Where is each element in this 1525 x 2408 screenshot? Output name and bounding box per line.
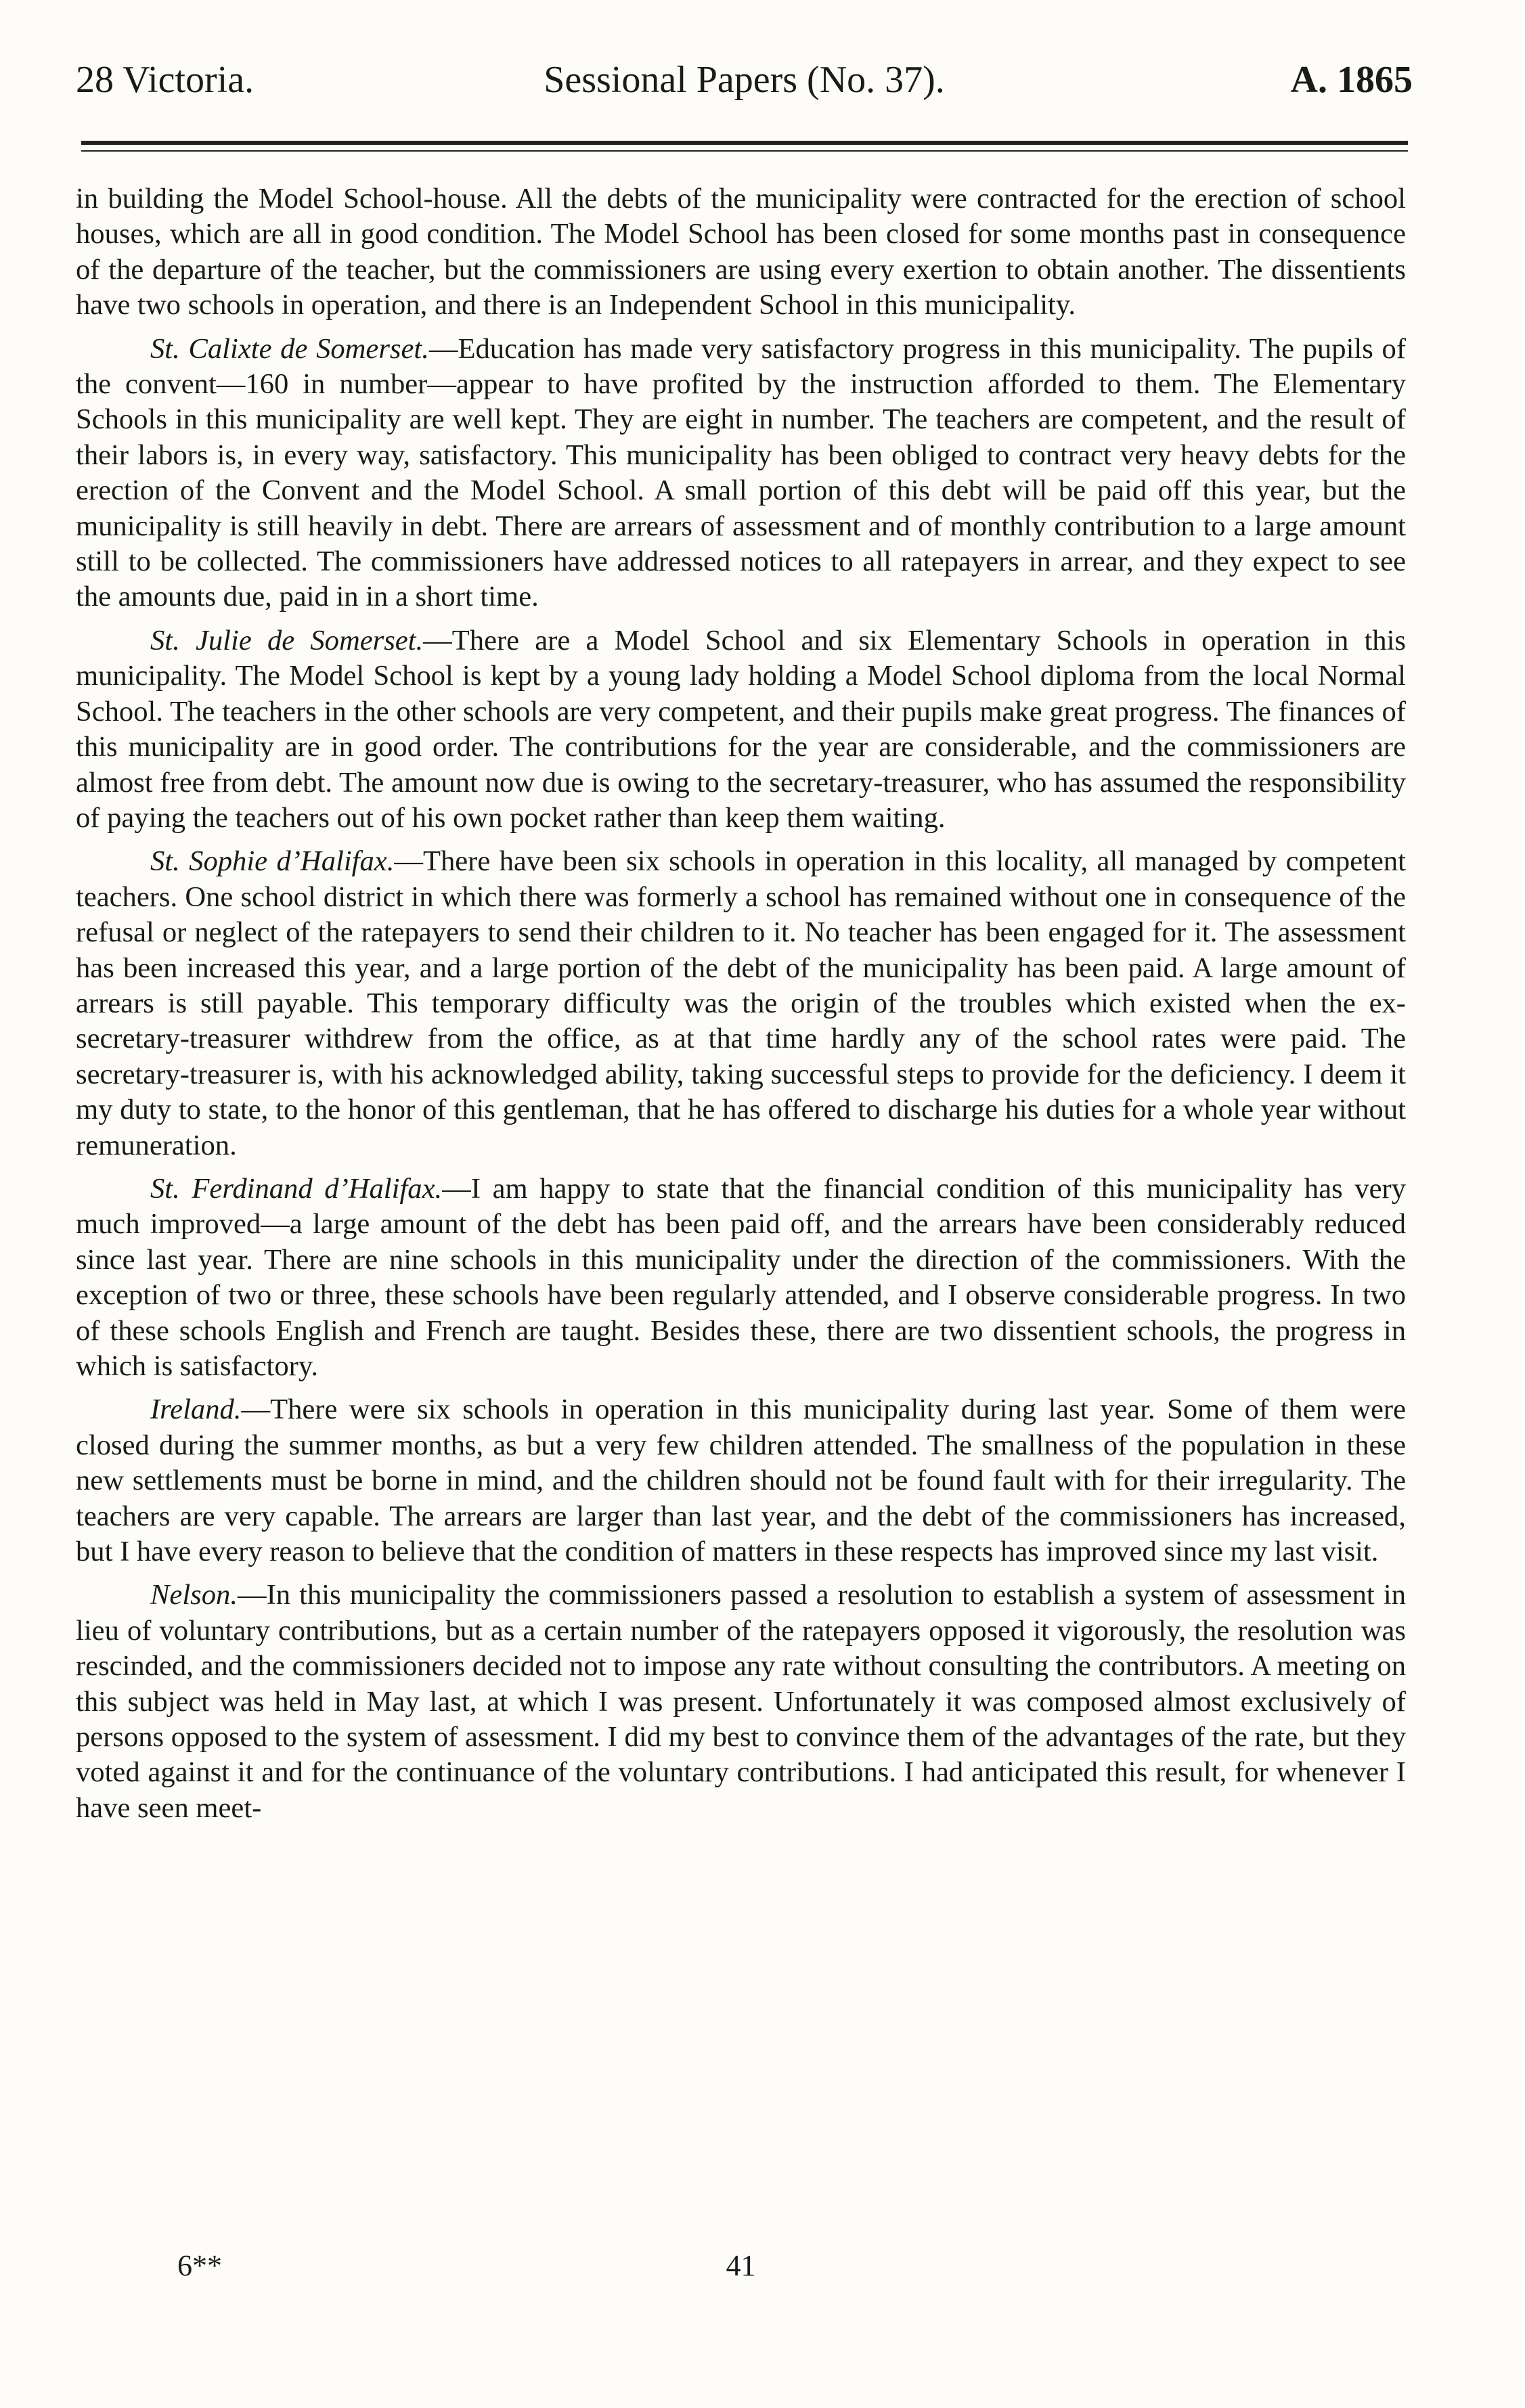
header-year: A. 1865 bbox=[1290, 59, 1413, 101]
paragraph-text: —I am happy to state that the financial condition of this municipality has very much improved—a large amount of the debt has been paid off, and the arrears have been considerably reduced since last year. There are nine schools in this municipality under the direction of the commissioners. With the exception of two or three, these schools have been regularly attended, and I observe considerable progress. In two of these schools English and French are taught. Besides these, there are two dissentient schools, the progress in which is satisfactory. bbox=[76, 1172, 1407, 1382]
paragraph-st-sophie bbox=[76, 844, 1406, 1163]
paragraph-heading: St. Julie de Somerset. bbox=[150, 624, 424, 656]
paragraph-ireland bbox=[76, 1392, 1406, 1569]
paragraph-text: —In this municipality the commissioners passed a resolution to establish a system of assessment in lieu of voluntary contributions, but as a certain number of the ratepayers opposed it vigorously, the resolution was rescinded, and the commissioners decided not to impose any rate without consulting the contributors. A meeting on this subject was held in May last, at which I was present. Unfortunately it was composed almost exclusively of persons opposed to the system of assessment. I did my best to convince them of the advantages of the rate, but they voted against it and for the continuance of the voluntary contributions. I had anticipated this result, for whenever I have seen meet- bbox=[76, 1579, 1406, 1824]
running-header bbox=[76, 53, 1413, 107]
header-volume: 28 Victoria. bbox=[76, 59, 255, 101]
header-rule-thin bbox=[81, 150, 1408, 152]
paragraph-text: —There have been six schools in operation in this locality, all managed by competent teachers. One school district in which there was formerly a school has remained without one in consequence of the refusal or neglect of the ratepayers to send their children to it. No teacher has been engaged for it. The assessment has been increased this year, and a large portion of the debt of the municipality has been paid. A large amount of arrears is still payable. This temporary difficulty was the origin of the troubles which existed when the ex-secretary-treasurer withdrew from the office, as at that time hardly any of the school rates were paid. The secretary-treasurer is, with his acknowledged ability, taking successful steps to provide for the deficiency. I deem it my duty to state, to the honor of this gentleman, that he has offered to discharge his duties for a whole year without remuneration. bbox=[76, 845, 1406, 1161]
paragraph-heading: Ireland. bbox=[150, 1393, 242, 1426]
paragraph-text: in building the Model School-house. All the debts of the municipality were contracted for the erection of school houses, which are all in good condition. The Model School has been closed for some months past in consequence of the departure of the teacher, but the commissioners are using every exertion to obtain another. The dissentients have two schools in operation, and there is an Independent School in this municipality. bbox=[76, 183, 1406, 321]
header-title: Sessional Papers (No. 37). bbox=[544, 59, 945, 101]
signature-mark: 6** bbox=[177, 2249, 222, 2282]
paragraph-heading: St. Ferdinand d’Halifax. bbox=[150, 1172, 443, 1205]
paragraph-st-calixte bbox=[76, 332, 1406, 615]
paragraph-heading: St. Sophie d’Halifax. bbox=[150, 845, 395, 878]
header-rule-thick bbox=[81, 141, 1408, 145]
paragraph-heading: St. Calixte de Somerset. bbox=[150, 332, 429, 365]
paragraph-st-julie bbox=[76, 623, 1406, 836]
paragraph-st-ferdinand bbox=[76, 1172, 1406, 1384]
page-number: 41 bbox=[726, 2249, 756, 2282]
paragraph-nelson bbox=[76, 1578, 1406, 1826]
page-footer bbox=[76, 2246, 1406, 2286]
paragraph-continuation bbox=[76, 181, 1406, 324]
body-text bbox=[76, 181, 1406, 1834]
paragraph-heading: Nelson. bbox=[150, 1579, 238, 1611]
paragraph-text: —There are a Model School and six Elementary Schools in operation in this municipality. The Model School is kept by a young lady holding a Model School diploma from the local Normal School. The teachers in the other schools are very competent, and their pupils make great progress. The finances of this municipality are in good order. The contributions for the year are considerable, and the commissioners are almost free from debt. The amount now due is owing to the secretary-treasurer, who has assumed the responsibility of paying the teachers out of his own pocket rather than keep them waiting. bbox=[76, 624, 1407, 834]
paragraph-text: —There were six schools in operation in this municipality during last year. Some of them were closed during the summer months, as but a very few children attended. The smallness of the population in these new settlements must be borne in mind, and the children should not be found fault with for their irregularity. The teachers are very capable. The arrears are larger than last year, and the debt of the commissioners has increased, but I have every reason to believe that the condition of matters in these respects has improved since my last visit. bbox=[76, 1393, 1406, 1568]
paragraph-text: —Education has made very satisfactory progress in this municipality. The pupils of the convent—160 in number—appear to have profited by the instruction afforded to them. The Elementary Schools in this municipality are well kept. They are eight in number. The teachers are competent, and the result of their labors is, in every way, satisfactory. This municipality has been obliged to contract very heavy debts for the erection of the Convent and the Model School. A small portion of this debt will be paid off this year, but the municipality is still heavily in debt. There are arrears of assessment and of monthly contribution to a large amount still to be collected. The commissioners have addressed notices to all ratepayers in arrear, and they expect to see the amounts due, paid in in a short time. bbox=[76, 332, 1407, 613]
